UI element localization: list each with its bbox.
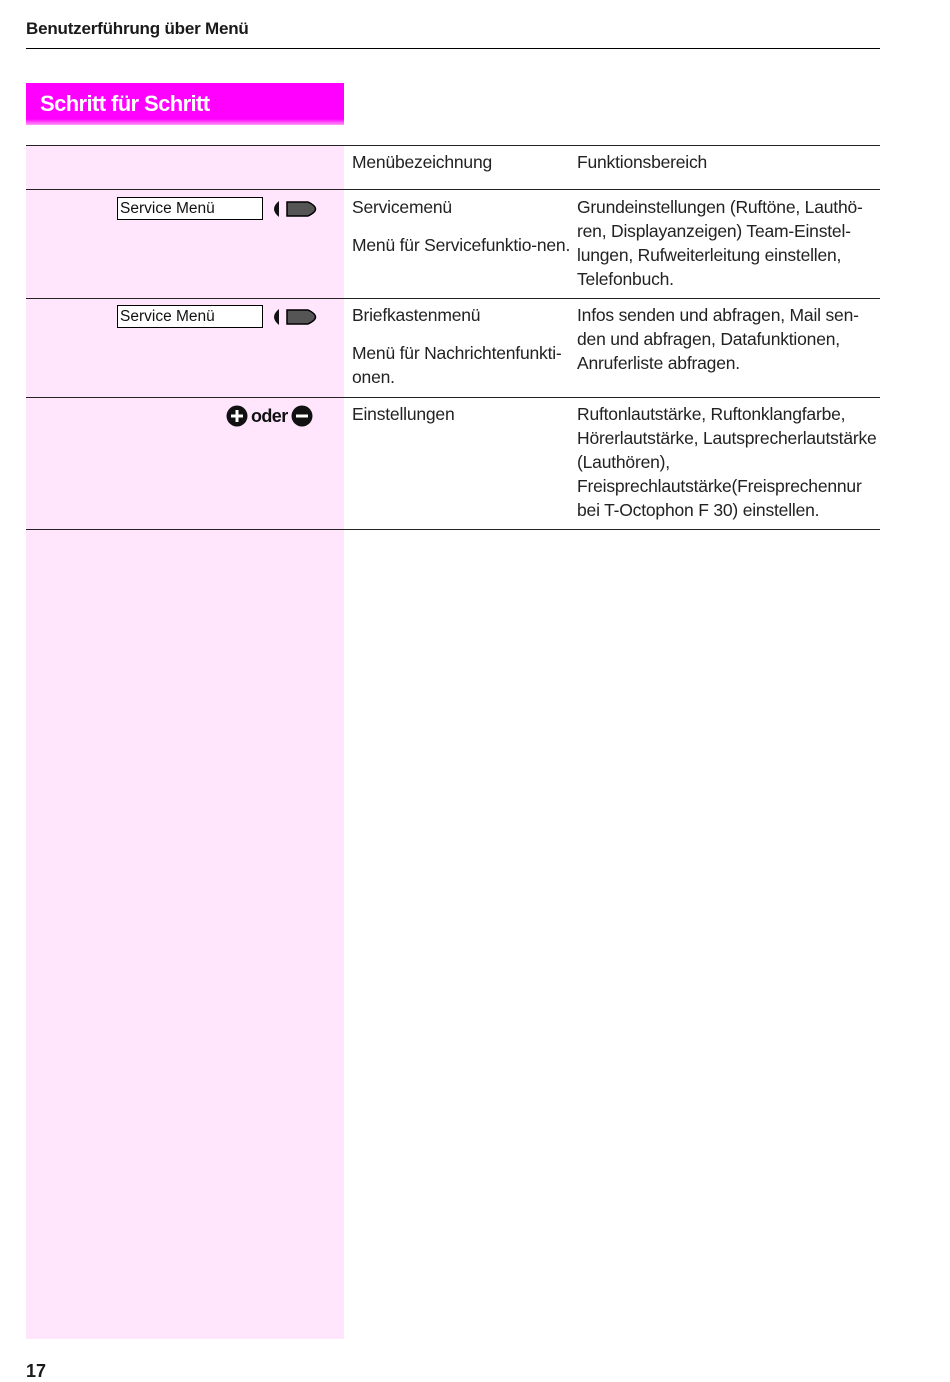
column-header-name: Menübezeichnung	[352, 152, 493, 172]
step-by-step-banner	[26, 83, 344, 125]
menu-name: Briefkastenmenü	[352, 305, 481, 325]
menu-description: Menü für Servicefunktio-nen.	[352, 235, 571, 255]
page-number: 17	[26, 1361, 47, 1381]
plus-or-minus-keys	[226, 404, 313, 428]
table-row	[352, 402, 572, 426]
row-divider	[26, 298, 880, 299]
plus-key-icon	[226, 405, 248, 427]
header-divider	[26, 48, 880, 49]
function-description: Grundeinstellungen (Ruftöne, Lauthö-ren, Displayanzeigen) Team-Einstel-lungen, Rufweiterleitung einstellen, Telefonbuch.	[577, 197, 863, 289]
table-bottom-rule	[26, 529, 880, 530]
menu-name: Servicemenü	[352, 197, 452, 217]
banner-label: Schritt für Schritt	[40, 91, 210, 116]
oder-label: oder	[251, 405, 288, 426]
table-row	[352, 195, 572, 257]
table-header-rule	[26, 189, 880, 190]
display-softkey-service-menu: Service Menü	[117, 305, 263, 328]
display-softkey-service-menu: Service Menü	[117, 197, 263, 220]
table-top-rule	[26, 145, 880, 146]
display-arrow-key-icon	[268, 306, 324, 328]
column-header-function: Funktionsbereich	[577, 152, 708, 172]
display-arrow-key-icon	[268, 198, 324, 220]
row-divider	[26, 397, 880, 398]
table-row	[352, 303, 572, 389]
minus-key-icon	[291, 405, 313, 427]
menu-description: Menü für Nachrichtenfunkti-onen.	[352, 343, 562, 387]
menu-name: Einstellungen	[352, 404, 455, 424]
function-description: Ruftonlautstärke, Ruftonklangfarbe, Hörerlautstärke, Lautsprecherlautstärke (Lauthören), Freisprechlautstärke(Freisprechennur bei T-Octophon F 30) einstellen.	[577, 404, 877, 520]
page-header-title: Benutzerführung über Menü	[26, 19, 249, 38]
function-description: Infos senden und abfragen, Mail sen-den und abfragen, Datafunktionen, Anruferliste abfragen.	[577, 305, 859, 373]
